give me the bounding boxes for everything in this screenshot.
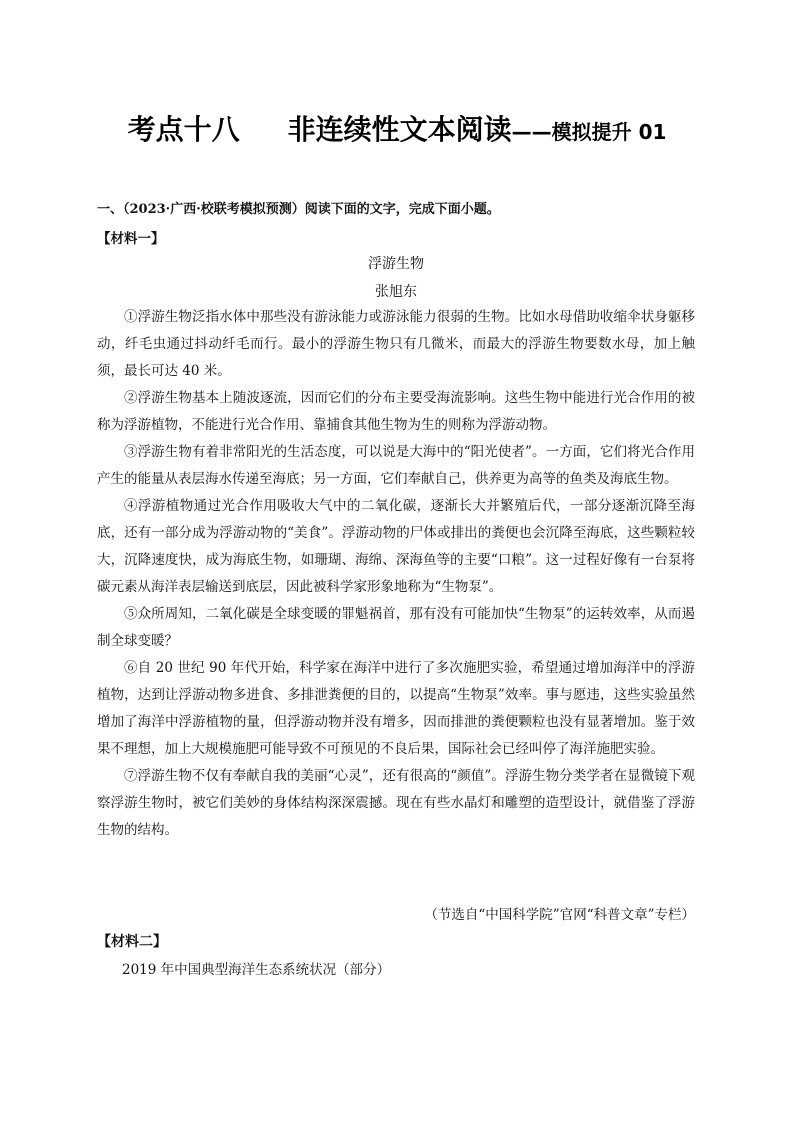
paragraph: ⑤众所周知，二氧化碳是全球变暖的罪魁祸首，那有没有可能加快“生物泵”的运转效率，从而遏制全球变暖？ <box>97 606 695 649</box>
article-title: 浮游生物 <box>368 256 424 272</box>
page-title <box>0 108 794 148</box>
material1-label: 【材料一】 <box>97 231 165 247</box>
article-body <box>97 304 695 844</box>
material2-label: 【材料二】 <box>97 934 167 950</box>
question-header: 一、（2023·广西·校联考模拟预测）阅读下面的文字，完成下面小题。 <box>97 202 500 217</box>
table-caption: 2019 年中国典型海洋生态系统状况（部分） <box>122 962 391 978</box>
paragraph: ⑥自 20 世纪 90 年代开始，科学家在海洋中进行了多次施肥实验，希望通过增加海洋中的浮游植物，达到让浮游动物多进食、多排泄粪便的目的，以提高“生物泵”效率。事与愿违，这些实验虽然增加了海洋中浮游植物的量，但浮游动物并没有增多，因而排泄的粪便颗粒也没有显著增加。鉴于效果不理想，加上大规模施肥可能导致不可预见的不良后果，国际社会已经叫停了海洋施肥实验。 <box>97 660 695 757</box>
title-subject: 非连续性文本阅读 <box>287 113 512 146</box>
title-suffix: ——模拟提升 01 <box>511 120 667 144</box>
paragraph: ⑦浮游生物不仅有奉献自我的美丽“心灵”，还有很高的“颜值”。浮游生物分类学者在显微镜下观察浮游生物时，被它们美妙的身体结构深深震撼。现在有些水晶灯和雕塑的造型设计，就借鉴了浮游生物的结构。 <box>97 768 695 838</box>
paragraph: ①浮游生物泛指水体中那些没有游泳能力或游泳能力很弱的生物。比如水母借助收缩伞状身躯移动，纤毛虫通过抖动纤毛而行。最小的浮游生物只有几微米，而最大的浮游生物要数水母，加上触须，最长可达 40 米。 <box>97 309 695 379</box>
article-author: 张旭东 <box>375 284 417 300</box>
paragraph: ④浮游植物通过光合作用吸收大气中的二氧化碳，逐渐长大并繁殖后代，一部分逐渐沉降至海底，还有一部分成为浮游动物的“美食”。浮游动物的尸体或排出的粪便也会沉降至海底，这些颗粒较大，沉降速度快，成为海底生物，如珊瑚、海绵、深海鱼等的主要“口粮”。这一过程好像有一台泵将碳元素从海洋表层输送到底层，因此被科学家形象地称为“生物泵”。 <box>97 498 695 595</box>
paragraph: ③浮游生物有着非常阳光的生活态度，可以说是大海中的“阳光使者”。一方面，它们将光合作用产生的能量从表层海水传递至海底；另一方面，它们奉献自己，供养更为高等的鱼类及海底生物。 <box>97 444 695 487</box>
title-topic: 考点十八 <box>127 113 240 146</box>
source-citation: （节选自“中国科学院”官网“科普文章”专栏） <box>424 907 695 923</box>
paragraph: ②浮游生物基本上随波逐流，因而它们的分布主要受海流影响。这些生物中能进行光合作用的被称为浮游植物，不能进行光合作用、靠捕食其他生物为生的则称为浮游动物。 <box>97 390 695 433</box>
